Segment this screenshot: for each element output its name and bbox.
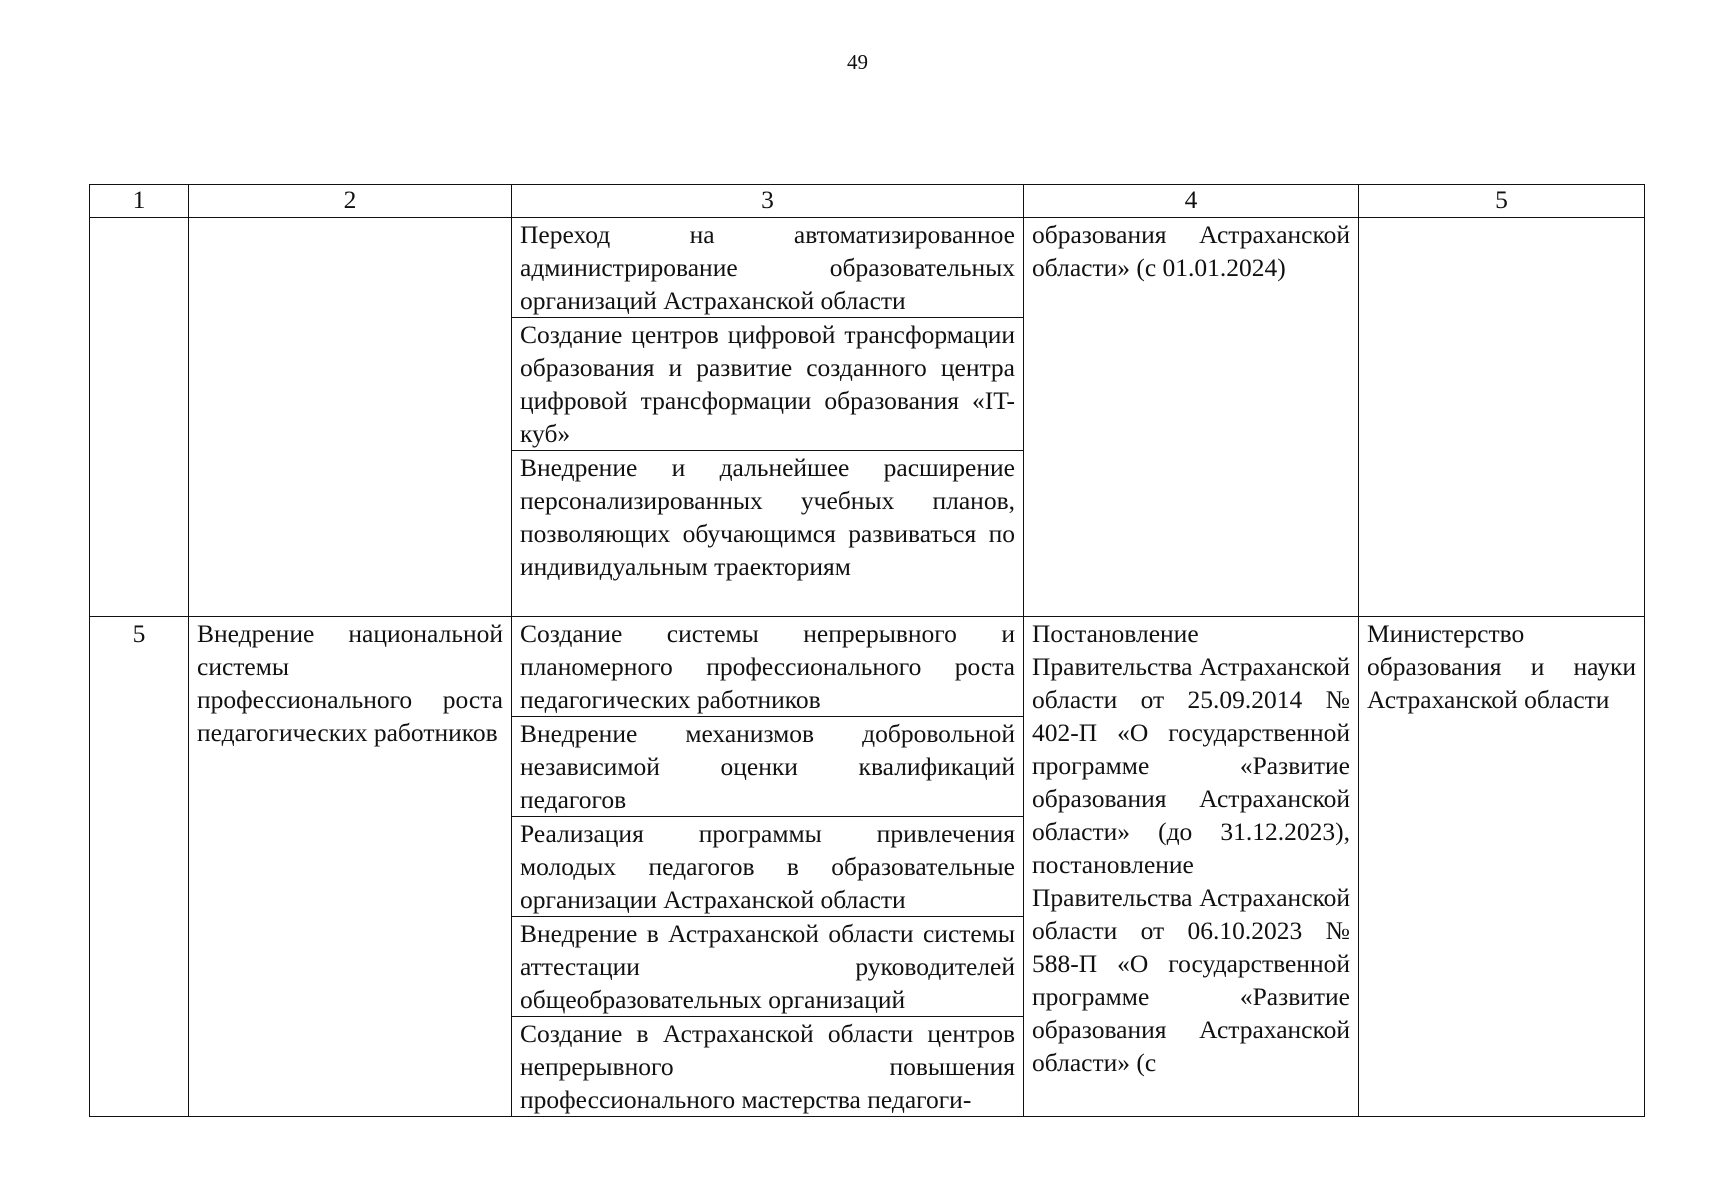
measure-cell: Внедрение в Астраханской области системы аттестации руководителей общеобразовательных организаций [512, 917, 1024, 1017]
measure-cell: Создание системы непрерывного и планомерного профессионального роста педагогических работников [512, 617, 1024, 717]
measure-cell: Переход на автоматизированное администрирование образовательных организаций Астраханской области [512, 218, 1024, 318]
header-cell-1: 1 [90, 185, 189, 218]
measure-cell: Создание центров цифровой трансформации образования и развитие созданного центра цифровой трансформации образования «IT-куб» [512, 318, 1024, 451]
responsible-cell: Министерство образования и науки Астраханской области [1359, 617, 1645, 1117]
continuation-legal-basis-cell: образования Астраханской области» (с 01.01.2024) [1024, 218, 1359, 617]
header-cell-2: 2 [189, 185, 512, 218]
measure-cell: Создание в Астраханской области центров непрерывного повышения профессионального мастерства педагоги- [512, 1017, 1024, 1117]
measure-cell: Внедрение механизмов добровольной независимой оценки квалификаций педагогов [512, 717, 1024, 817]
continuation-responsible-cell [1359, 218, 1645, 617]
page-number: 49 [847, 50, 868, 74]
row-number-cell: 5 [90, 617, 189, 1117]
table-header-row [90, 185, 1645, 218]
table-row [90, 218, 1645, 318]
continuation-number-cell [90, 218, 189, 617]
header-cell-5: 5 [1359, 185, 1645, 218]
row-title-cell: Внедрение национальной системы профессионального роста педагогических работников [189, 617, 512, 1117]
continuation-title-cell [189, 218, 512, 617]
measure-cell: Внедрение и дальнейшее расширение персонализированных учебных планов, позволяющих обучающимся развиваться по индивидуальным траекториям [512, 451, 1024, 617]
header-cell-4: 4 [1024, 185, 1359, 218]
table-row [90, 617, 1645, 717]
legal-basis-cell: Постановление Правительства Астраханской области от 25.09.2014 № 402-П «О государственной программе «Развитие образования Астраханской области» (до 31.12.2023), постановление Правительства Астраханской области от 06.10.2023 № 588-П «О государственной программе «Развитие образования Астраханской области» (с [1024, 617, 1359, 1117]
measure-cell: Реализация программы привлечения молодых педагогов в образовательные организации Астраханской области [512, 817, 1024, 917]
header-cell-3: 3 [512, 185, 1024, 218]
document-table [89, 184, 1645, 1117]
